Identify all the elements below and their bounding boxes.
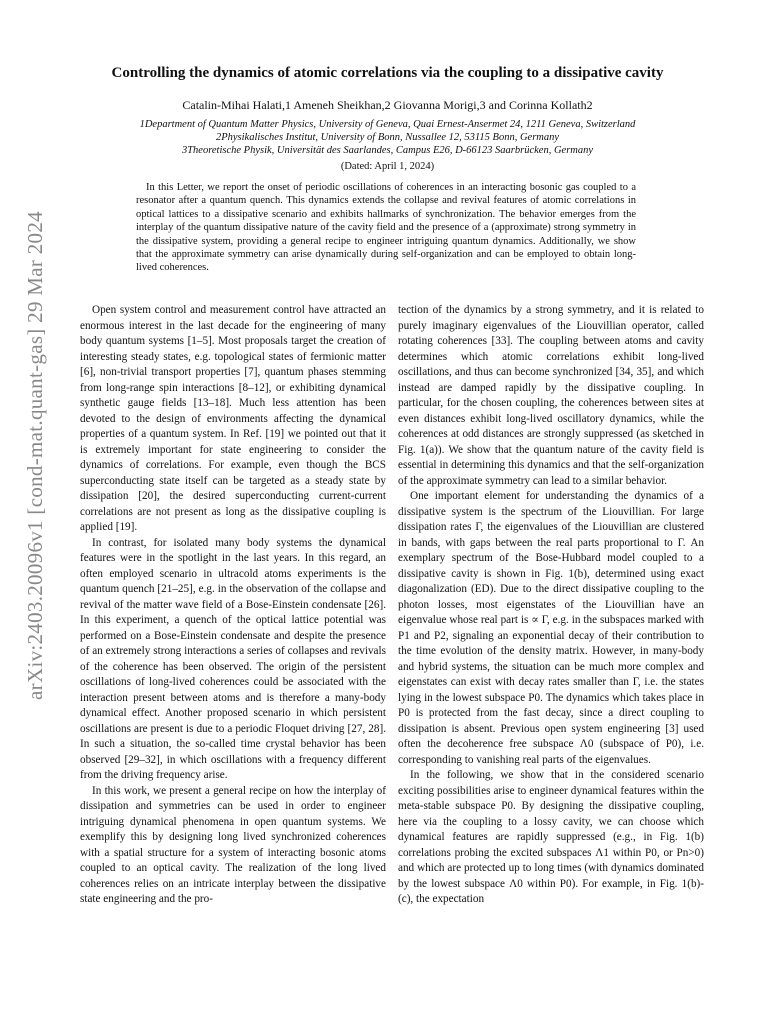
paragraph: In this work, we present a general recipe on how the interplay of dissipation and symmetries can be used in order to engineer intriguing dynamical phenomena in open quantum systems. We exemplify this by designing long lived synchronized coherences with a spatial structure for a system of interacting bosonic atoms coupled to an optical cavity. The realization of the long lived coherences relies on an intricate interplay between the dissipative state engineering and the pro-: [80, 784, 386, 905]
affiliation-1: 1Department of Quantum Matter Physics, University of Geneva, Quai Ernest-Ansermet 24, 1211 Geneva, Switzerland: [139, 119, 636, 130]
right-column: [398, 303, 704, 908]
paragraph: tection of the dynamics by a strong symmetry, and it is related to purely imaginary eigenvalues of the Liouvillian operator, called rotating coherences [33]. The coupling between atoms and cavity determines which atomic correlations exhibit long-lived oscillations, and thus can become synchronized [34, 35], and which instead are damped rapidly by the dissipative coupling. In particular, for the chosen coupling, the coherences between sites at even distances exhibit long-lived oscillatory dynamics, while the coherences at odd distances are strongly suppressed (as sketched in Fig. 1(a)). We show that the quantum nature of the cavity field is essential in determining this dynamics and that the self-organization of the approximate symmetry can lead to a similar behavior.: [398, 304, 704, 487]
abstract: In this Letter, we report the onset of periodic oscillations of coherences in an interacting bosonic gas coupled to a resonator after a quantum quench. This dynamics extends the collapse and revival features of atomic correlations in optical lattices to a dissipative scenario and exhibits hallmarks of synchronization. The behavior emerges from the interplay of the quantum dissipative nature of the cavity field and the presence of a (approximate) strong symmetry in the dissipative system, providing a general recipe to engineer intriguing quantum dynamics. Additionally, we show that the approximate symmetry can arise dynamically during self-organization and can be employed to obtain long-lived coherences.: [136, 182, 636, 274]
paragraph: In contrast, for isolated many body systems the dynamical features were in the spotlight in the last years. In this regard, an often employed scenario in ultracold atoms experiments is the quantum quench [21–25], e.g. in the observation of the collapse and revival of the matter wave field of a Bose-Einstein condensate [26]. In this experiment, a quench of the optical lattice potential was performed on a Bose-Einstein condensate and despite the presence of an extremely strong interactions a series of collapses and revivals of the coherence has been observed. The origin of the persistent oscillations of long-lived coherences could be associated with the interaction present between atoms and is therefore a many-body dynamical effect. Another proposed scenario in which persistent oscillations are present is due to a periodic Floquet driving [27, 28]. In such a situation, the so-called time crystal behavior has been observed [29–32], in which oscillations with a frequency different from the driving frequency arise.: [80, 536, 386, 781]
paragraph: In the following, we show that in the considered scenario exciting possibilities arise to engineer dynamical features within the meta-stable subspace P0. By designing the dissipative coupling, here via the coupling to a lossy cavity, we can choose which dynamical features are rapidly suppressed (e.g., in Fig. 1(b) correlations probing the excited subspaces Λ1 within P0, or Pn>0) and which are protected up to long times (with dynamics dominated by the lowest subspace Λ0 within P0). For example, in Fig. 1(b)-(c), the expectation: [398, 769, 704, 905]
author-list: Catalin-Mihai Halati,1 Ameneh Sheikhan,2 Giovanna Morigi,3 and Corinna Kollath2: [182, 98, 593, 112]
arxiv-identifier-text: arXiv:2403.20096v1 [cond-mat.quant-gas] 29 Mar 2024: [22, 210, 47, 700]
paper-title: Controlling the dynamics of atomic correlations via the coupling to a dissipative cavity: [111, 65, 664, 81]
affiliations: [80, 118, 695, 157]
dated-line: (Dated: April 1, 2024): [340, 161, 435, 172]
paragraph: One important element for understanding the dynamics of a dissipative system is the spectrum of the Liouvillian. For large dissipation rates Γ, the eigenvalues of the Liouvillian are clustered in bands, with gaps between the real parts proportional to Γ. An exemplary spectrum of the Bose-Hubbard model coupled to a dissipative cavity is shown in Fig. 1(b), determined using exact diagonalization (ED). Due to the direct dissipative coupling to the photon losses, most eigenstates of the Liouvillian have an eigenvalue whose real part is ∝ Γ, e.g. in the subspaces marked with P1 and P2, signaling an exponential decay of their contribution to the time evolution of the density matrix. However, in many-body and hybrid systems, the situation can be much more complex and eigenstates can exist with decay rates smaller than Γ, i.e. the states lying in the lowest subspace P0. The dynamics which takes place in P0 is protected from the fast decay, since a direct coupling to dissipation is absent. Previous open system engineering [3] used often the decoherence free subspace Λ0 (subspace of P0), i.e. corresponding to vanishing real parts of the eigenvalues.: [398, 490, 704, 766]
left-column: [80, 303, 386, 908]
affiliation-3: 3Theoretische Physik, Universität des Saarlandes, Campus E26, D-66123 Saarbrücken, Germany: [181, 145, 594, 156]
paragraph: Open system control and measurement control have attracted an enormous interest in the last decade for the engineering of many body quantum systems [1–5]. Most proposals target the creation of interesting steady states, e.g. topological states of fermionic matter [6], non-trivial transport properties [7], quantum phases stemming from long-range spin interactions [8–12], or exhibiting dynamical synthetic gauge fields [13–18]. Much less attention has been devoted to the design of environments affecting the dynamical properties of a quantum system. In Ref. [19] we pointed out that it is extremely important for state engineering to consider the dynamics of correlations. For example, even though the BCS superconducting state itself can be targeted as a steady state by dissipation [20], the desired superconducting current-current correlations are not present as long as the dissipative coupling is applied [19].: [80, 304, 386, 533]
affiliation-2: 2Physikalisches Institut, University of Bonn, Nussallee 12, 53115 Bonn, Germany: [215, 132, 560, 143]
arxiv-identifier: [20, 205, 50, 705]
